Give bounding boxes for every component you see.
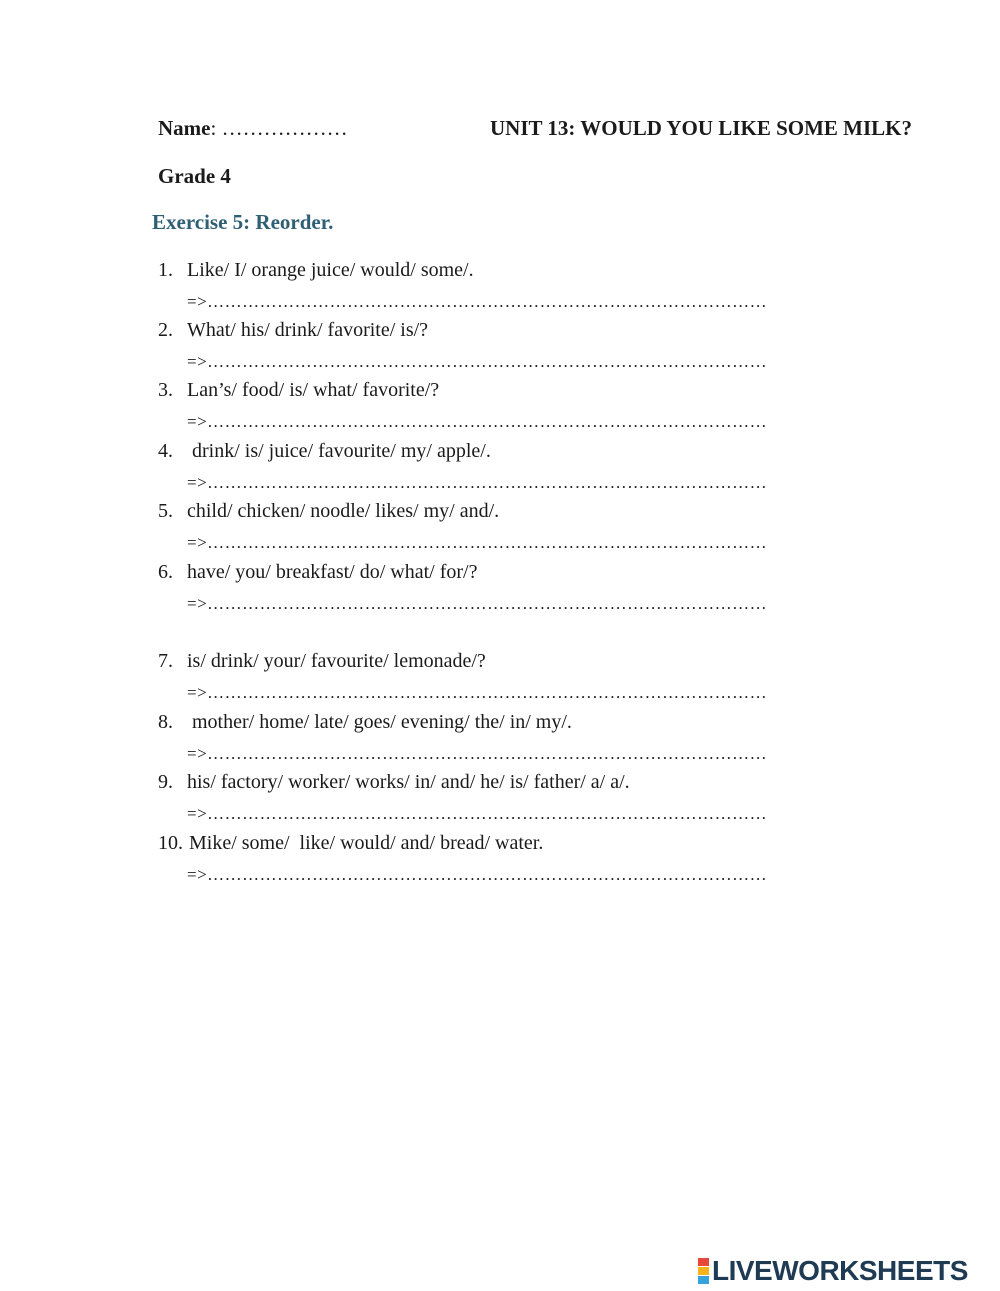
question-item (158, 767, 928, 827)
question-text: is/ drink/ your/ favourite/ lemonade/? (187, 650, 486, 672)
logo-block (698, 1267, 709, 1275)
answer-line[interactable]: =>…………………………………………………………………………………… (187, 473, 768, 492)
question-line (158, 767, 928, 797)
question-line (158, 436, 928, 466)
question-number: 7. (158, 650, 173, 672)
question-number: 10. (158, 832, 183, 854)
question-text: Like/ I/ orange juice/ would/ some/. (187, 259, 474, 281)
question-item (158, 828, 928, 888)
unit-title: UNIT 13: WOULD YOU LIKE SOME MILK? (490, 116, 912, 140)
question-line (158, 315, 928, 345)
question-line (158, 828, 928, 858)
question-item (158, 557, 928, 617)
question-text: What/ his/ drink/ favorite/ is/? (187, 319, 429, 341)
answer-line[interactable]: =>…………………………………………………………………………………… (187, 683, 768, 702)
answer-line[interactable]: =>…………………………………………………………………………………… (187, 804, 768, 823)
name-blank: : ……………… (210, 116, 348, 140)
liveworksheets-logo[interactable] (698, 1255, 968, 1287)
exercise-title: Exercise 5: Reorder. (152, 210, 334, 234)
question-text: have/ you/ breakfast/ do/ what/ for/? (187, 561, 478, 583)
question-text: Lan’s/ food/ is/ what/ favorite/? (187, 379, 440, 401)
question-text: mother/ home/ late/ goes/ evening/ the/ in/ my/. (187, 711, 572, 733)
grade-label: Grade 4 (158, 164, 231, 188)
answer-line[interactable]: =>…………………………………………………………………………………… (187, 865, 768, 884)
question-number: 9. (158, 771, 173, 793)
question-item (158, 436, 928, 496)
answer-line[interactable]: =>…………………………………………………………………………………… (187, 533, 768, 552)
question-line (158, 557, 928, 587)
question-number: 4. (158, 440, 173, 462)
logo-text: LIVEWORKSHEETS (712, 1255, 968, 1286)
question-text: his/ factory/ worker/ works/ in/ and/ he/ is/ father/ a/ a/. (187, 771, 630, 793)
question-number: 6. (158, 561, 173, 583)
logo-block (698, 1276, 709, 1284)
question-line (158, 255, 928, 285)
name-field (158, 116, 348, 141)
question-text: Mike/ some/ like/ would/ and/ bread/ water. (189, 832, 544, 854)
question-line (158, 646, 928, 676)
question-item (158, 375, 928, 435)
answer-line[interactable]: =>…………………………………………………………………………………… (187, 412, 768, 431)
answer-line[interactable]: =>…………………………………………………………………………………… (187, 744, 768, 763)
question-text: child/ chicken/ noodle/ likes/ my/ and/. (187, 500, 500, 522)
question-line (158, 707, 928, 737)
logo-blocks-icon (698, 1258, 709, 1284)
answer-line[interactable]: =>…………………………………………………………………………………… (187, 352, 768, 371)
question-number: 5. (158, 500, 173, 522)
question-item (158, 255, 928, 315)
question-item (158, 646, 928, 706)
question-line (158, 375, 928, 405)
question-number: 3. (158, 379, 173, 401)
question-item (158, 707, 928, 767)
question-item (158, 315, 928, 375)
question-number: 1. (158, 259, 173, 281)
question-item (158, 496, 928, 556)
answer-line[interactable]: =>…………………………………………………………………………………… (187, 594, 768, 613)
logo-block (698, 1258, 709, 1266)
header-row (158, 116, 958, 146)
question-text: drink/ is/ juice/ favourite/ my/ apple/. (187, 440, 491, 462)
name-label: Name (158, 116, 211, 140)
answer-line[interactable]: =>…………………………………………………………………………………… (187, 292, 768, 311)
question-line (158, 496, 928, 526)
question-number: 8. (158, 711, 173, 733)
question-number: 2. (158, 319, 173, 341)
